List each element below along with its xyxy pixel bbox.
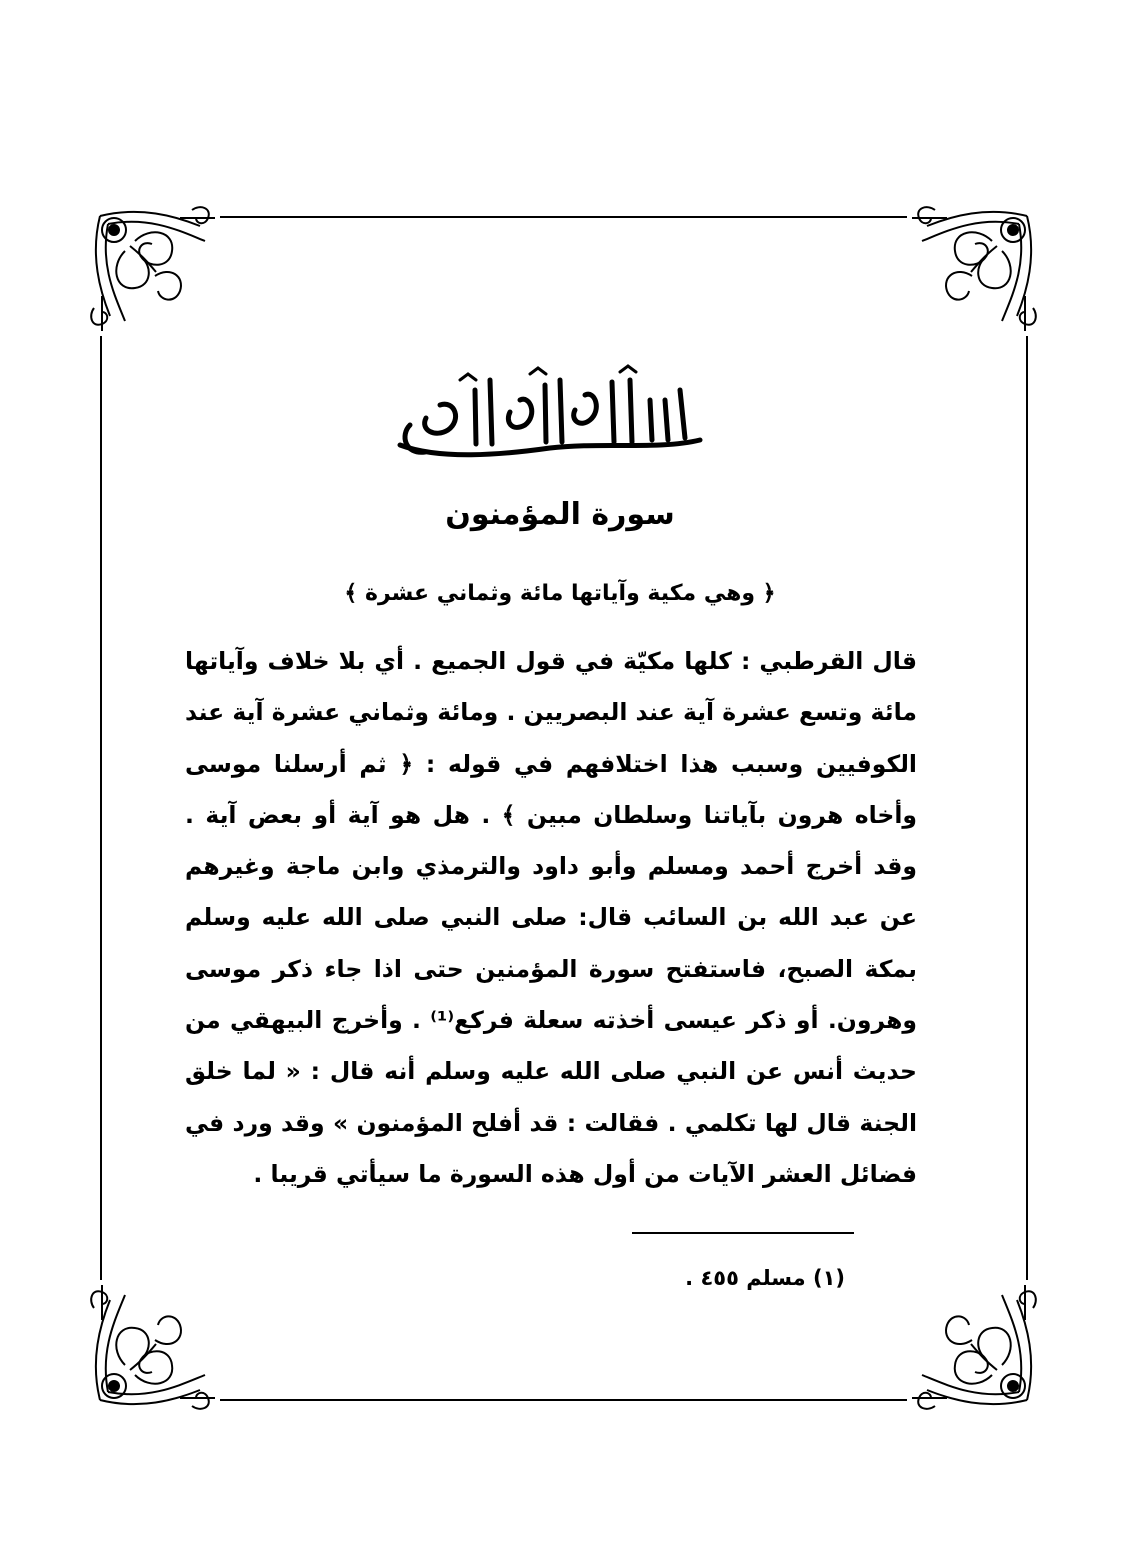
basmala-calligraphy: [380, 360, 720, 470]
footnote: (١) مسلم ٤٥٥ .: [685, 1266, 845, 1290]
footnote-divider: [632, 1232, 854, 1234]
corner-ornament-top-left: [80, 196, 220, 336]
corner-ornament-bottom-left: [80, 1280, 220, 1420]
corner-ornament-top-right: [907, 196, 1047, 336]
commentary-paragraph: قال القرطبي : كلها مكيّة في قول الجميع . أي بلا خلاف وآياتها مائة وتسع عشرة آية عند البصريين . ومائة وثماني عشرة آية عند الكوفيين وسبب هذا اختلافهم في قوله : ﴿ ثم أرسلنا موسى وأخاه هرون بآياتنا وسلطان مبين ﴾ . هل هو آية أو بعض آية . وقد أخرج أحمد ومسلم وأبو داود والترمذي وابن ماجة وغيرهم عن عبد الله بن السائب قال: صلى النبي صلى الله عليه وسلم بمكة الصبح، فاستفتح سورة المؤمنين حتى اذا جاء ذكر موسى وهرون. أو ذكر عيسى أخذته سعلة فركع⁽¹⁾ . وأخرج البيهقي من حديث أنس عن النبي صلى الله عليه وسلم أنه قال : « لما خلق الجنة قال لها تكلمي . فقالت : قد أفلح المؤمنون » وقد ورد في فضائل العشر الآيات من أول هذه السورة ما سيأتي قريبا .: [185, 647, 917, 1188]
corner-ornament-bottom-right: [907, 1280, 1047, 1420]
surah-subtitle: ﴿ وهي مكية وآياتها مائة وثماني عشرة ﴾: [344, 581, 776, 606]
surah-title: سورة المؤمنون: [445, 497, 675, 532]
